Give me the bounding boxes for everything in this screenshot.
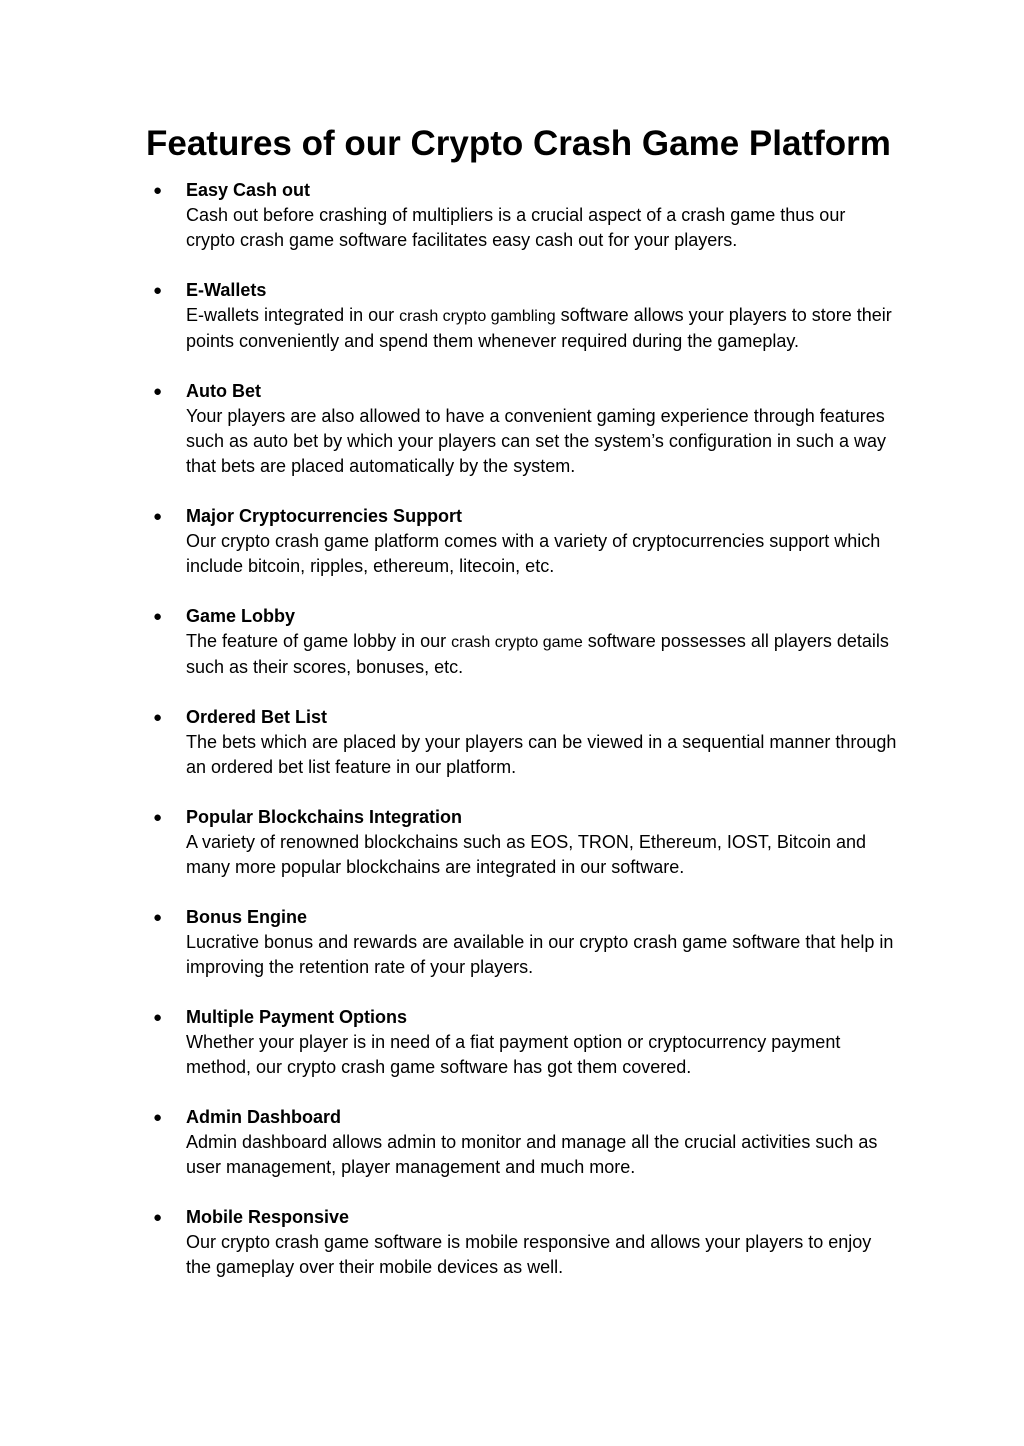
- bullet-icon: ●: [153, 1009, 163, 1026]
- bullet-icon: ●: [153, 1209, 163, 1226]
- feature-item-admin-dashboard: [0, 1105, 898, 1180]
- feature-description: Whether your player is in need of a fiat payment option or cryptocurrency payment method, our crypto crash game software has got them covered.: [186, 1032, 841, 1077]
- keyword-text: crash crypto game: [451, 634, 583, 651]
- feature-description: [186, 303, 898, 354]
- feature-description: Lucrative bonus and rewards are available in our crypto crash game software that help in improving the retention rate of your players.: [186, 932, 894, 977]
- feature-title: Multiple Payment Options: [186, 1007, 408, 1027]
- feature-item-game-lobby: [0, 604, 898, 680]
- feature-description: Your players are also allowed to have a convenient gaming experience through features such as auto bet by which your players can set the system’s configuration in such a way that bets are placed automatically by the system.: [186, 406, 887, 476]
- feature-description: The bets which are placed by your players can be viewed in a sequential manner through an ordered bet list feature in our platform.: [186, 732, 897, 777]
- feature-item-mobile-responsive: [0, 1205, 898, 1280]
- description-text: E-wallets integrated in our: [186, 305, 400, 325]
- feature-title: Mobile Responsive: [186, 1207, 350, 1227]
- bullet-icon: ●: [153, 182, 163, 199]
- feature-description: [186, 629, 898, 680]
- feature-description: Cash out before crashing of multipliers is a crucial aspect of a crash game thus our crypto crash game software facilitates easy cash out for your players.: [186, 205, 846, 250]
- document-title: Features of our Crypto Crash Game Platform: [146, 124, 891, 163]
- keyword-text: crash crypto gambling: [399, 308, 556, 325]
- feature-title: Game Lobby: [186, 606, 296, 626]
- feature-title: Ordered Bet List: [186, 707, 328, 727]
- feature-description: Our crypto crash game software is mobile responsive and allows your players to enjoy the gameplay over their mobile devices as well.: [186, 1232, 872, 1277]
- bullet-icon: ●: [153, 608, 163, 625]
- feature-item-multiple-payment-options: [0, 1005, 898, 1080]
- bullet-icon: ●: [153, 1109, 163, 1126]
- feature-item-major-cryptocurrencies-support: [0, 504, 898, 579]
- feature-description: A variety of renowned blockchains such as EOS, TRON, Ethereum, IOST, Bitcoin and many more popular blockchains are integrated in our software.: [186, 832, 866, 877]
- feature-item-popular-blockchains-integration: [0, 805, 898, 880]
- feature-title: Admin Dashboard: [186, 1107, 342, 1127]
- feature-item-ordered-bet-list: [0, 705, 898, 780]
- feature-item-easy-cash-out: [0, 178, 898, 253]
- bullet-icon: ●: [153, 909, 163, 926]
- feature-item-auto-bet: [0, 379, 898, 479]
- description-text: software possesses all players details such as their scores, bonuses, etc.: [186, 631, 889, 677]
- feature-description: Our crypto crash game platform comes with a variety of cryptocurrencies support which include bitcoin, ripples, ethereum, litecoin, etc.: [186, 531, 881, 576]
- feature-title: Easy Cash out: [186, 180, 311, 200]
- feature-description: Admin dashboard allows admin to monitor and manage all the crucial activities such as user management, player management and much more.: [186, 1132, 878, 1177]
- bullet-icon: ●: [153, 709, 163, 726]
- bullet-icon: ●: [153, 282, 163, 299]
- feature-title: E-Wallets: [186, 280, 267, 300]
- feature-title: Popular Blockchains Integration: [186, 807, 463, 827]
- feature-item-e-wallets: [0, 278, 898, 354]
- bullet-icon: ●: [153, 508, 163, 525]
- feature-title: Auto Bet: [186, 381, 261, 401]
- description-text: software allows your players to store their points conveniently and spend them whenever required during the gameplay.: [186, 305, 892, 351]
- description-text: The feature of game lobby in our: [186, 631, 452, 651]
- feature-title: Major Cryptocurrencies Support: [186, 506, 463, 526]
- feature-item-bonus-engine: [0, 905, 898, 980]
- bullet-icon: ●: [153, 809, 163, 826]
- feature-title: Bonus Engine: [186, 907, 307, 927]
- bullet-icon: ●: [153, 383, 163, 400]
- feature-list: [0, 178, 1024, 1305]
